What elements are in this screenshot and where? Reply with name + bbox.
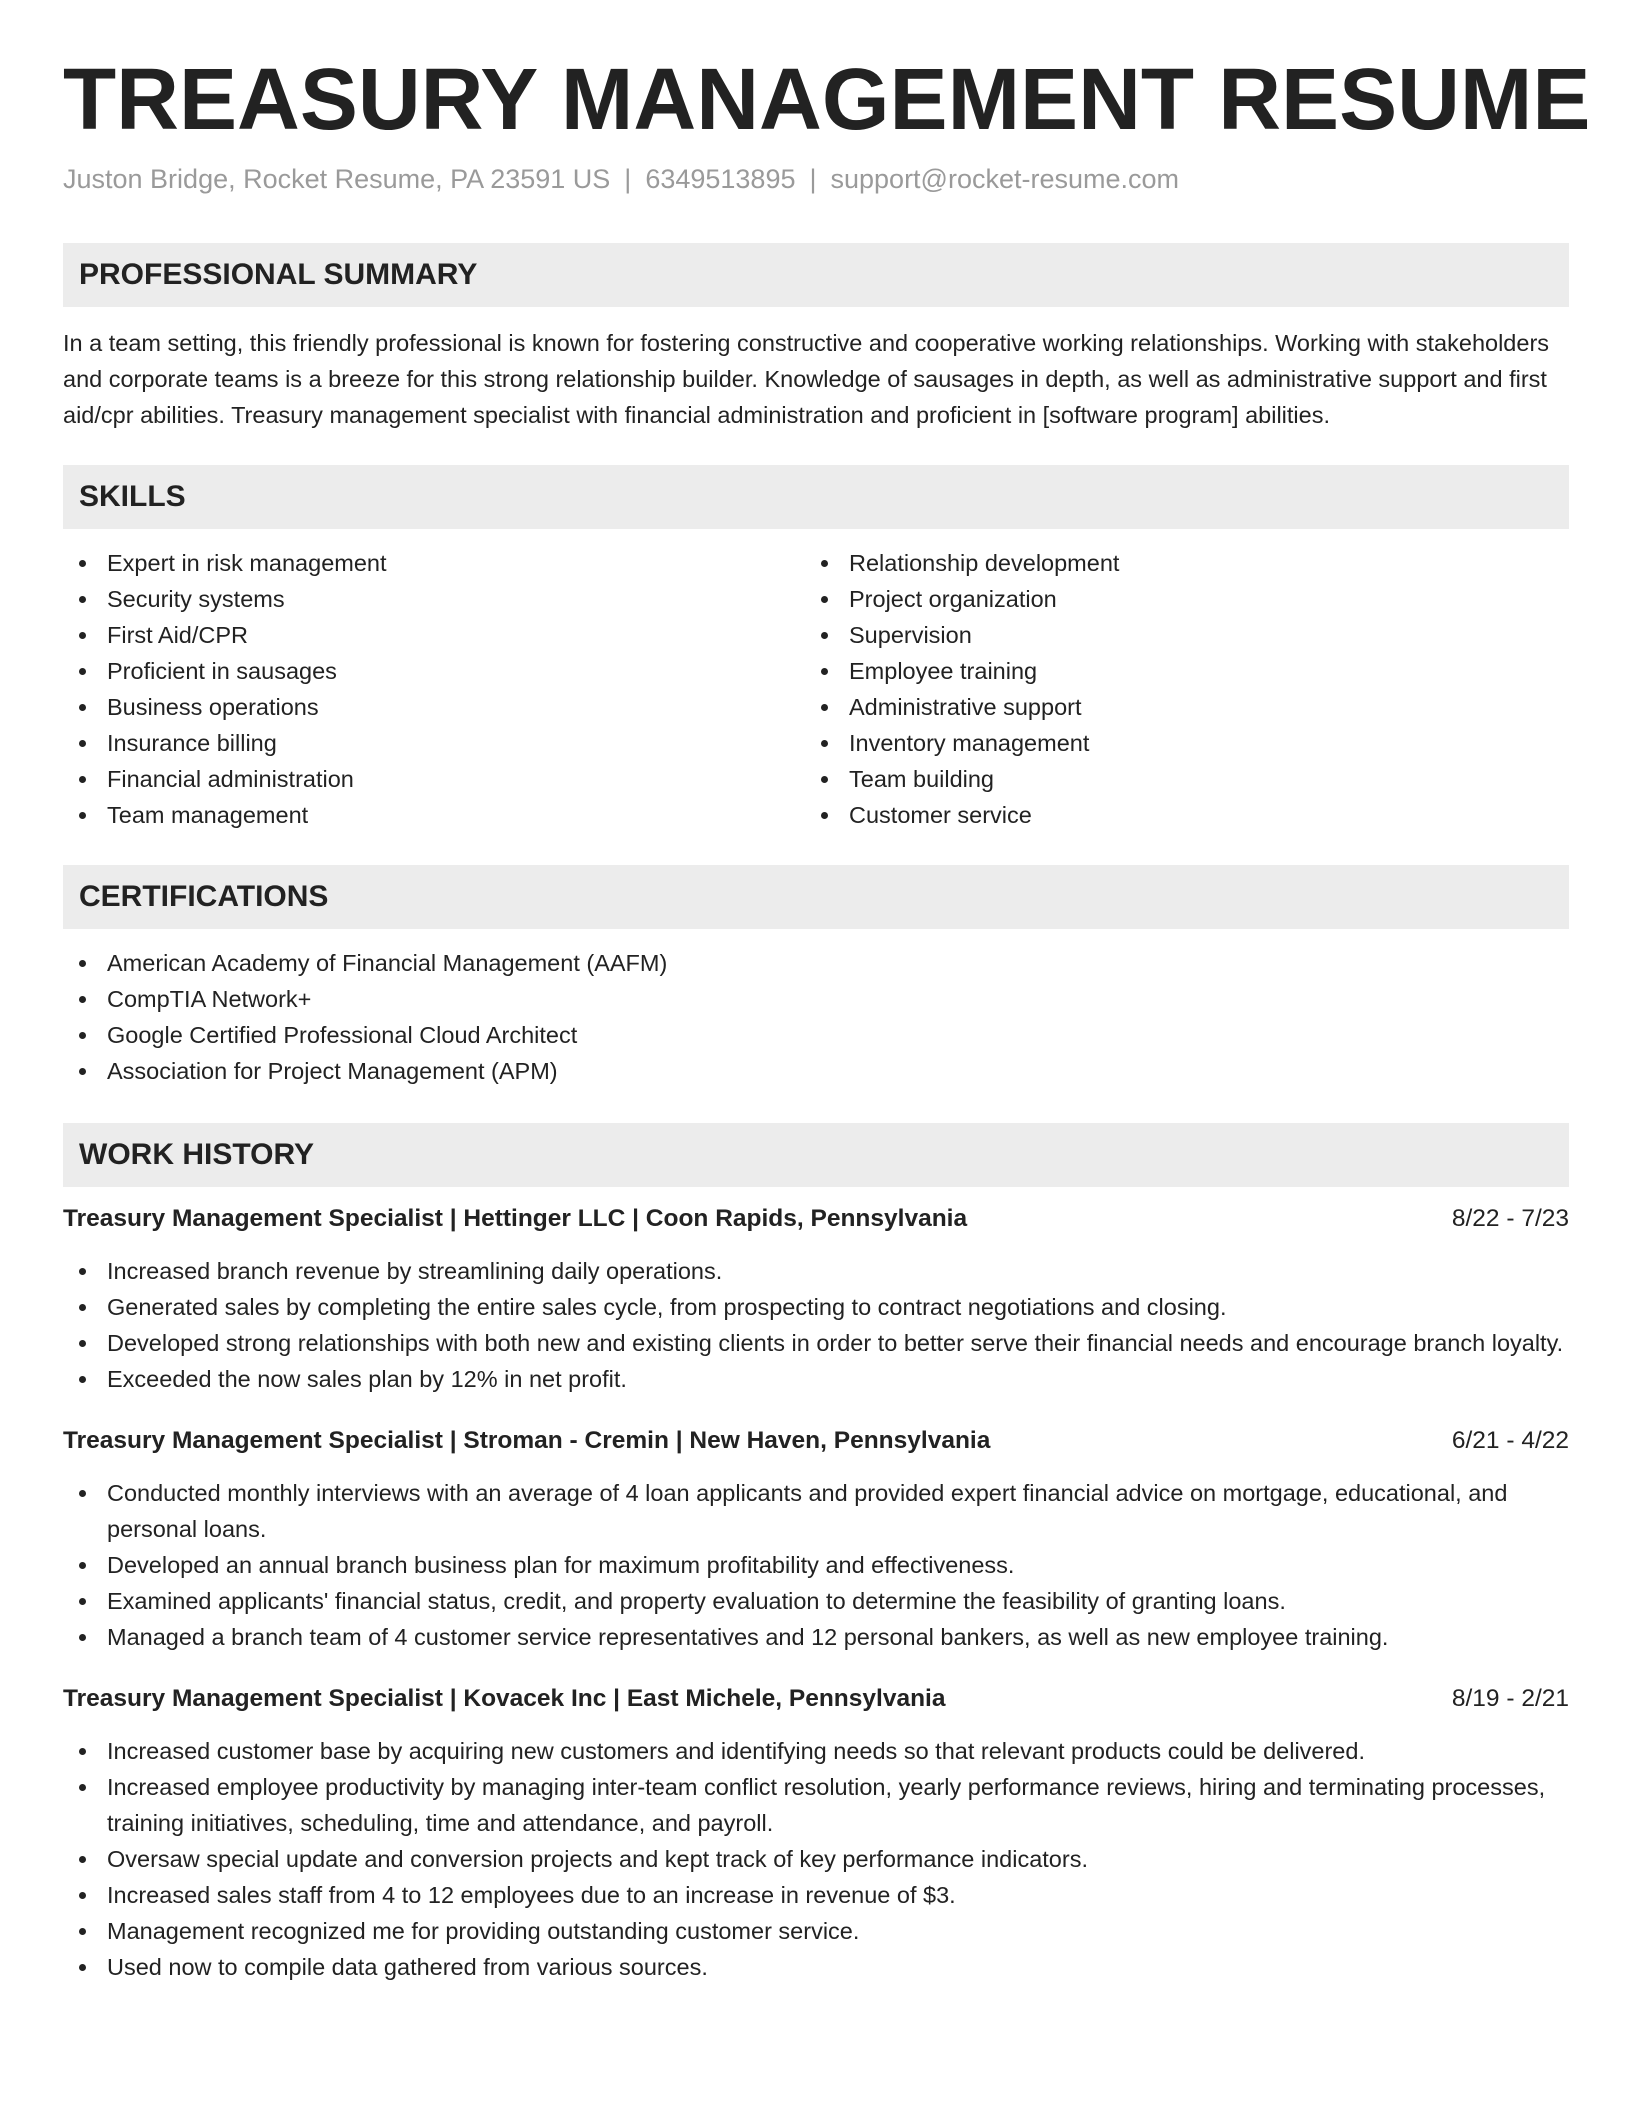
section-header-work-history: WORK HISTORY [63, 1123, 1569, 1187]
job-bullet: Conducted monthly interviews with an average of 4 loan applicants and provided expert financial advice on mortgage, educational, and personal loans. [63, 1475, 1569, 1547]
certification-item: Association for Project Management (APM) [63, 1053, 1569, 1089]
section-header-certifications: CERTIFICATIONS [63, 865, 1569, 929]
certification-item: Google Certified Professional Cloud Architect [63, 1017, 1569, 1053]
job-bullet: Increased employee productivity by managing inter-team conflict resolution, yearly performance reviews, hiring and terminating processes, training initiatives, scheduling, time and attendance, and payroll. [63, 1769, 1569, 1841]
skill-item: Team management [63, 797, 805, 833]
job-dates: 8/19 - 2/21 [1451, 1684, 1569, 1712]
job-title: Treasury Management Specialist | Hettinger LLC | Coon Rapids, Pennsylvania [63, 1204, 968, 1232]
skill-item: Security systems [63, 581, 805, 617]
certification-item: American Academy of Financial Management (AAFM) [63, 945, 1569, 981]
skill-item: Supervision [805, 617, 1547, 653]
contact-phone: 6349513895 [645, 163, 796, 194]
skill-item: Employee training [805, 653, 1547, 689]
skills-list-left [63, 545, 805, 833]
skill-item: Project organization [805, 581, 1547, 617]
skill-item: Financial administration [63, 761, 805, 797]
resume-title: TREASURY MANAGEMENT RESUME [63, 51, 1591, 148]
job-entry [63, 1681, 1569, 1985]
skill-item: First Aid/CPR [63, 617, 805, 653]
skill-item: Insurance billing [63, 725, 805, 761]
job-bullet: Increased branch revenue by streamlining daily operations. [63, 1253, 1569, 1289]
job-bullet: Management recognized me for providing outstanding customer service. [63, 1913, 1569, 1949]
skill-item: Expert in risk management [63, 545, 805, 581]
skill-item: Team building [805, 761, 1547, 797]
job-bullet-list [63, 1475, 1569, 1655]
certification-item: CompTIA Network+ [63, 981, 1569, 1017]
job-dates: 8/22 - 7/23 [1451, 1204, 1569, 1232]
job-header [63, 1681, 1569, 1717]
skills-list-right [805, 545, 1547, 833]
skill-item: Customer service [805, 797, 1547, 833]
job-bullet: Managed a branch team of 4 customer service representatives and 12 personal bankers, as well as new employee training. [63, 1619, 1569, 1655]
skill-item: Proficient in sausages [63, 653, 805, 689]
job-bullet: Examined applicants' financial status, credit, and property evaluation to determine the feasibility of granting loans. [63, 1583, 1569, 1619]
skill-item: Inventory management [805, 725, 1547, 761]
contact-separator: | [809, 163, 817, 194]
job-bullet: Developed strong relationships with both new and existing clients in order to better serve their financial needs and encourage branch loyalty. [63, 1325, 1569, 1361]
job-header [63, 1201, 1569, 1237]
certifications-list [63, 945, 1569, 1089]
skills-columns [63, 545, 1569, 833]
contact-line [63, 164, 1569, 195]
job-bullet-list [63, 1733, 1569, 1985]
job-bullet: Generated sales by completing the entire sales cycle, from prospecting to contract negotiations and closing. [63, 1289, 1569, 1325]
job-bullet: Increased sales staff from 4 to 12 employees due to an increase in revenue of $3. [63, 1877, 1569, 1913]
job-entry [63, 1201, 1569, 1397]
job-dates: 6/21 - 4/22 [1451, 1426, 1569, 1454]
section-header-professional-summary: PROFESSIONAL SUMMARY [63, 243, 1569, 307]
section-header-skills: SKILLS [63, 465, 1569, 529]
work-history-list [63, 1201, 1569, 1985]
skill-item: Business operations [63, 689, 805, 725]
contact-email: support@rocket-resume.com [830, 163, 1180, 194]
job-bullet: Increased customer base by acquiring new customers and identifying needs so that relevant products could be delivered. [63, 1733, 1569, 1769]
job-bullet: Developed an annual branch business plan for maximum profitability and effectiveness. [63, 1547, 1569, 1583]
job-title: Treasury Management Specialist | Kovacek Inc | East Michele, Pennsylvania [63, 1684, 946, 1712]
contact-address: Juston Bridge, Rocket Resume, PA 23591 US [63, 163, 611, 194]
job-bullet: Exceeded the now sales plan by 12% in net profit. [63, 1361, 1569, 1397]
skill-item: Relationship development [805, 545, 1547, 581]
job-header [63, 1423, 1569, 1459]
contact-separator: | [624, 163, 632, 194]
job-bullet: Used now to compile data gathered from various sources. [63, 1949, 1569, 1985]
job-bullet: Oversaw special update and conversion projects and kept track of key performance indicators. [63, 1841, 1569, 1877]
job-bullet-list [63, 1253, 1569, 1397]
job-entry [63, 1423, 1569, 1655]
skill-item: Administrative support [805, 689, 1547, 725]
summary-text: In a team setting, this friendly professional is known for fostering constructive and cooperative working relationships. Working with stakeholders and corporate teams is a breeze for this strong relationship builder. Knowledge of sausages in depth, as well as administrative support and first aid/cpr abilities. Treasury management specialist with financial administration and proficient in [software program] abilities. [63, 329, 1550, 428]
job-title: Treasury Management Specialist | Stroman - Cremin | New Haven, Pennsylvania [63, 1426, 991, 1454]
